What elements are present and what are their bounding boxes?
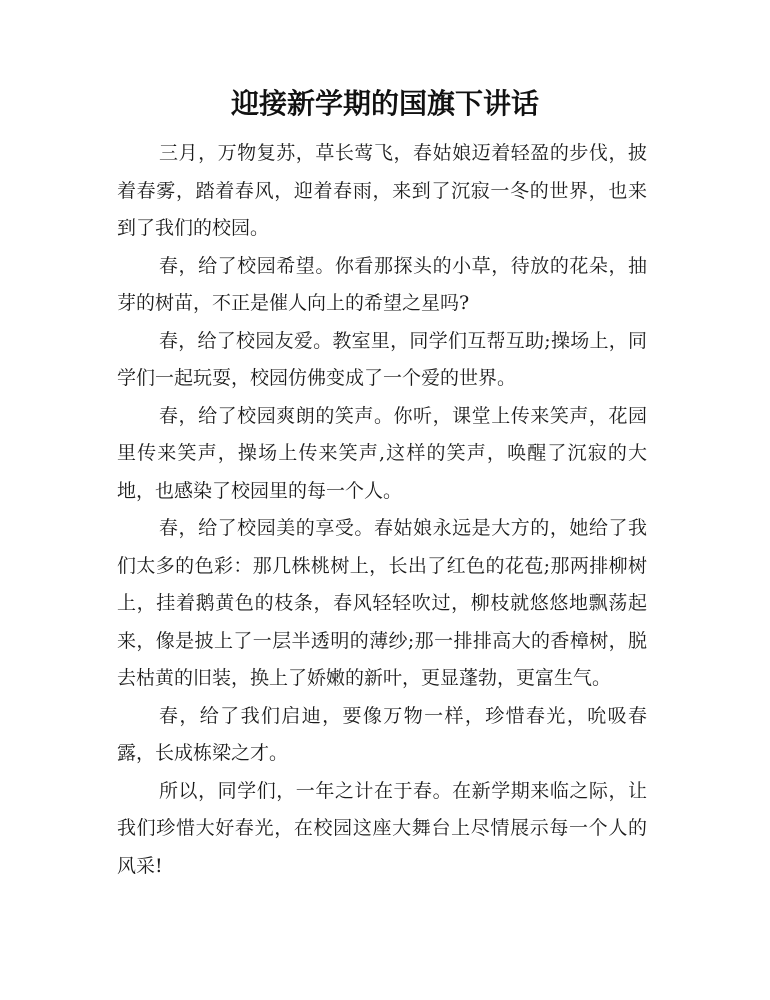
- paragraph: 春，给了我们启迪，要像万物一样，珍惜春光，吮吸春露，长成栋梁之才。: [117, 704, 647, 764]
- paragraph: 春，给了校园友爱。教室里，同学们互帮互助;操场上，同学们一起玩耍，校园仿佛变成了一个爱的世界。: [117, 329, 647, 389]
- paragraph: 春，给了校园希望。你看那探头的小草，待放的花朵，抽芽的树苗，不正是催人向上的希望之星吗?: [117, 254, 647, 314]
- paragraph: 三月，万物复苏，草长莺飞，春姑娘迈着轻盈的步伐，披着春雾，踏着春风，迎着春雨，来到了沉寂一冬的世界，也来到了我们的校园。: [117, 142, 647, 239]
- paragraph: 春，给了校园爽朗的笑声。你听，课堂上传来笑声，花园里传来笑声，操场上传来笑声,这样的笑声，唤醒了沉寂的大地，也感染了校园里的每一个人。: [117, 404, 647, 502]
- paragraph: 春，给了校园美的享受。春姑娘永远是大方的，她给了我们太多的色彩：那几株桃树上，长出了红色的花苞;那两排柳树上，挂着鹅黄色的枝条，春风轻轻吹过，柳枝就悠悠地飘荡起来，像是披上了一层半透明的薄纱;那一排排高大的香樟树，脱去枯黄的旧装，换上了娇嫩的新叶，更显蓬勃，更富生气。: [117, 517, 647, 689]
- document-body: [117, 135, 647, 885]
- paragraph: 所以，同学们，一年之计在于春。在新学期来临之际，让我们珍惜大好春光，在校园这座大舞台上尽情展示每一个人的风采!: [117, 779, 647, 877]
- document-title: 迎接新学期的国旗下讲话: [230, 87, 539, 120]
